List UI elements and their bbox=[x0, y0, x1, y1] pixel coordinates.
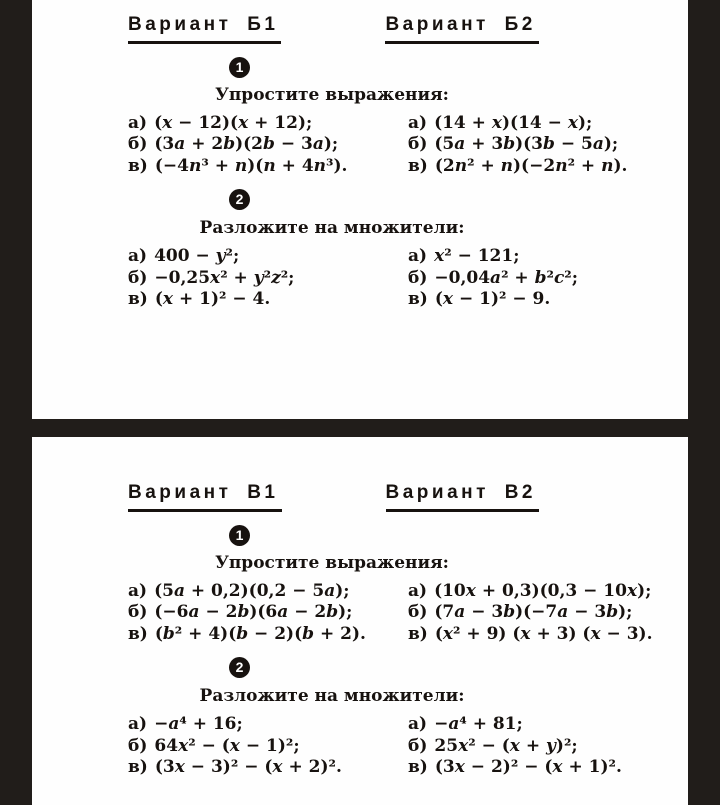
task-number-badge: 2 bbox=[229, 657, 250, 678]
task-number-badge: 1 bbox=[229, 57, 250, 78]
item-expression: (5a + 3b)(3b − 5a); bbox=[434, 134, 619, 155]
exercise-item bbox=[408, 156, 627, 178]
item-label: б) bbox=[408, 267, 428, 288]
item-expression: (2n² + n)(−2n² + n). bbox=[434, 155, 628, 176]
item-label: в) bbox=[128, 623, 148, 644]
exercise-item bbox=[128, 113, 408, 135]
variant-header-row bbox=[32, 437, 688, 512]
item-label: б) bbox=[128, 267, 148, 288]
item-expression: (5a + 0,2)(0,2 − 5a); bbox=[154, 580, 350, 601]
item-label: а) bbox=[128, 580, 148, 601]
exercise-item bbox=[408, 134, 627, 156]
task-instruction: Упростите выражения: bbox=[215, 84, 449, 105]
item-expression: (b² + 4)(b − 2)(b + 2). bbox=[154, 623, 366, 644]
exercise-columns bbox=[32, 581, 688, 646]
item-expression: (14 + x)(14 − x); bbox=[434, 112, 593, 133]
item-label: в) bbox=[408, 289, 428, 310]
item-expression: (7a − 3b)(−7a − 3b); bbox=[434, 602, 633, 623]
exercise-column-b1 bbox=[128, 246, 408, 311]
worksheet-card-v bbox=[32, 437, 688, 805]
item-label: в) bbox=[408, 757, 428, 778]
item-label: в) bbox=[128, 155, 148, 176]
exercise-item bbox=[128, 602, 408, 624]
variant-title-b1: Вариант Б1 bbox=[128, 14, 281, 44]
exercise-column-b2 bbox=[408, 246, 578, 311]
exercise-item bbox=[408, 757, 622, 779]
exercise-columns bbox=[32, 113, 688, 178]
variant-header-row bbox=[32, 0, 688, 44]
variant-title-v1: Вариант В1 bbox=[128, 482, 282, 512]
exercise-item bbox=[408, 581, 653, 603]
exercise-item bbox=[128, 581, 408, 603]
item-label: б) bbox=[408, 134, 428, 155]
item-label: а) bbox=[408, 112, 428, 133]
item-label: а) bbox=[128, 714, 148, 735]
task-instruction: Упростите выражения: bbox=[215, 552, 449, 573]
item-expression: (3a + 2b)(2b − 3a); bbox=[154, 134, 339, 155]
exercise-columns bbox=[32, 246, 688, 311]
item-label: б) bbox=[128, 735, 148, 756]
item-label: б) bbox=[408, 602, 428, 623]
exercise-item bbox=[128, 268, 408, 290]
item-label: а) bbox=[408, 246, 428, 267]
exercise-item bbox=[408, 268, 578, 290]
exercise-column-b2 bbox=[408, 113, 627, 178]
item-expression: (3x − 2)² − (x + 1)². bbox=[434, 757, 622, 778]
exercise-item bbox=[128, 736, 408, 758]
item-expression: (−6a − 2b)(6a − 2b); bbox=[154, 602, 353, 623]
exercise-columns bbox=[32, 714, 688, 779]
task-number-badge: 1 bbox=[229, 525, 250, 546]
item-label: в) bbox=[408, 623, 428, 644]
item-label: а) bbox=[128, 246, 148, 267]
item-expression: 400 − y²; bbox=[154, 246, 240, 267]
item-label: в) bbox=[408, 155, 428, 176]
exercise-column-v2 bbox=[408, 714, 622, 779]
item-expression: −a⁴ + 81; bbox=[434, 714, 523, 735]
item-expression: 64x² − (x − 1)²; bbox=[154, 735, 300, 756]
item-label: в) bbox=[128, 757, 148, 778]
item-expression: (10x + 0,3)(0,3 − 10x); bbox=[434, 580, 652, 601]
item-label: а) bbox=[128, 112, 148, 133]
item-expression: 25x² − (x + y)²; bbox=[434, 735, 578, 756]
exercise-item bbox=[408, 289, 578, 311]
exercise-column-v1 bbox=[128, 581, 408, 646]
item-label: в) bbox=[128, 289, 148, 310]
item-expression: −0,04a² + b²c²; bbox=[434, 267, 579, 288]
item-label: а) bbox=[408, 714, 428, 735]
item-expression: (x − 1)² − 9. bbox=[434, 289, 551, 310]
exercise-column-b1 bbox=[128, 113, 408, 178]
exercise-item bbox=[128, 246, 408, 268]
item-expression: x² − 121; bbox=[434, 246, 520, 267]
item-expression: (3x − 3)² − (x + 2)². bbox=[154, 757, 342, 778]
exercise-item bbox=[128, 289, 408, 311]
exercise-item bbox=[408, 714, 622, 736]
exercise-item bbox=[128, 156, 408, 178]
exercise-item bbox=[128, 714, 408, 736]
exercise-item bbox=[408, 602, 653, 624]
exercise-item bbox=[128, 757, 408, 779]
item-label: б) bbox=[408, 735, 428, 756]
item-label: а) bbox=[408, 580, 428, 601]
variant-title-v2: Вариант В2 bbox=[386, 482, 540, 512]
item-expression: (x − 12)(x + 12); bbox=[154, 112, 313, 133]
item-expression: (x + 1)² − 4. bbox=[154, 289, 271, 310]
item-expression: (−4n³ + n)(n + 4n³). bbox=[154, 155, 348, 176]
variant-title-b2: Вариант Б2 bbox=[385, 14, 538, 44]
task-instruction: Разложите на множители: bbox=[199, 686, 465, 707]
exercise-item bbox=[408, 113, 627, 135]
item-label: б) bbox=[128, 602, 148, 623]
exercise-item bbox=[408, 246, 578, 268]
exercise-column-v2 bbox=[408, 581, 653, 646]
exercise-item bbox=[408, 736, 622, 758]
item-expression: −a⁴ + 16; bbox=[154, 714, 243, 735]
task-number-badge: 2 bbox=[229, 189, 250, 210]
worksheet-card-b bbox=[32, 0, 688, 419]
item-expression: (x² + 9) (x + 3) (x − 3). bbox=[434, 623, 653, 644]
exercise-item bbox=[128, 624, 408, 646]
item-expression: −0,25x² + y²z²; bbox=[154, 267, 295, 288]
exercise-column-v1 bbox=[128, 714, 408, 779]
exercise-item bbox=[408, 624, 653, 646]
exercise-item bbox=[128, 134, 408, 156]
item-label: б) bbox=[128, 134, 148, 155]
task-instruction: Разложите на множители: bbox=[199, 218, 465, 239]
